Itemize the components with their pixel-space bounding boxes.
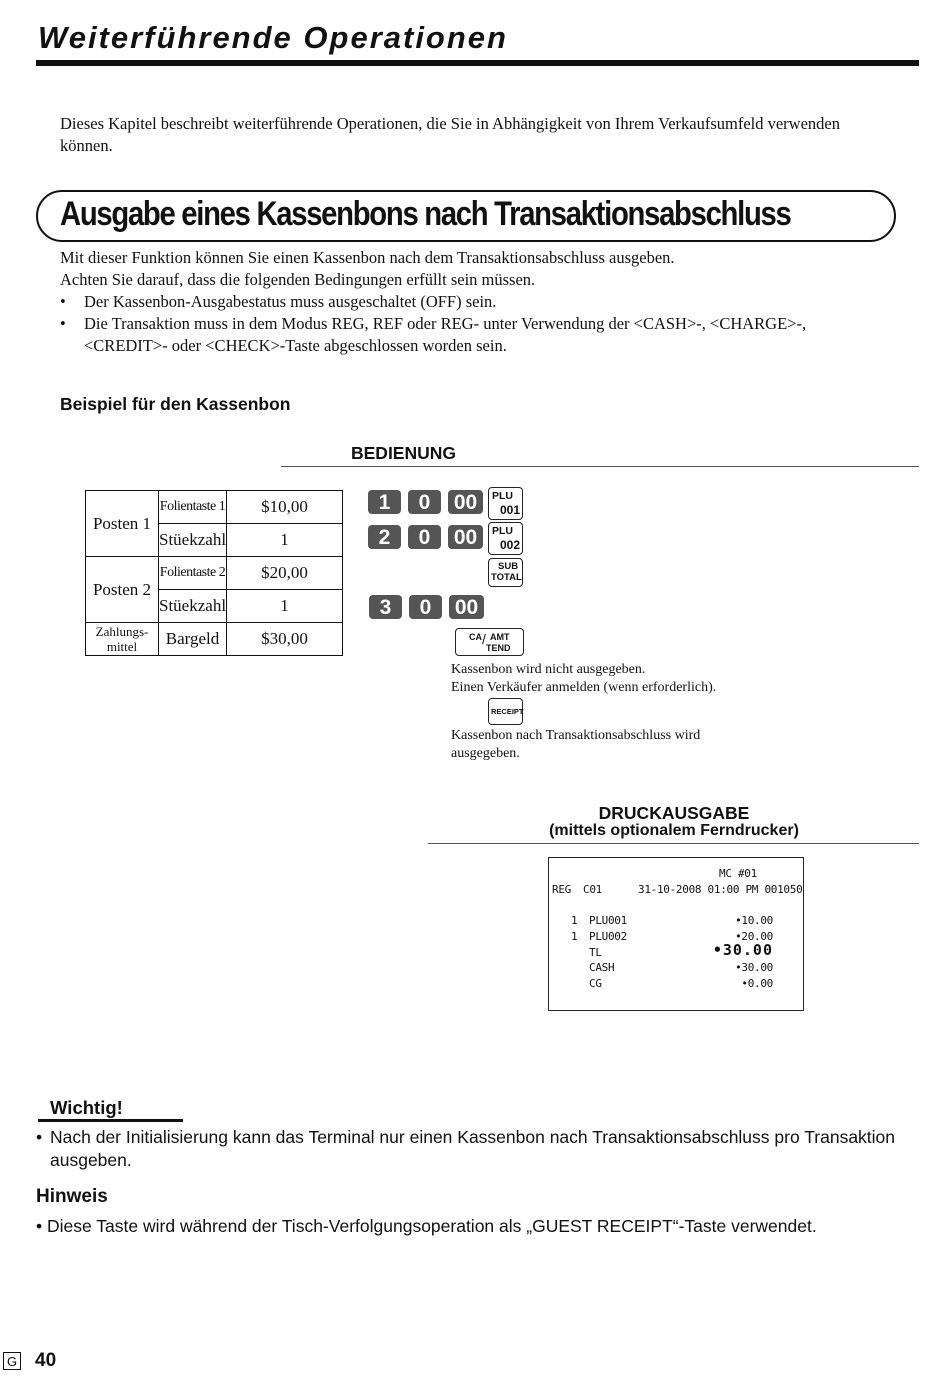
bullet-mark: • [36, 1127, 43, 1147]
key-2: 2 [368, 525, 401, 549]
key-0: 0 [408, 525, 441, 549]
item1-qty: 1 [227, 524, 343, 557]
header-rule [36, 60, 919, 66]
ca-amt-key-ca: CA [469, 632, 482, 642]
receipt-clerk: C01 [583, 883, 602, 896]
receipt-datetime: 31-10-2008 01:00 PM 001050 [638, 883, 803, 896]
subtotal-key [488, 558, 523, 587]
condition-bullet [60, 313, 890, 357]
plu-002-key [488, 522, 523, 555]
plu-001-key [488, 487, 523, 520]
payment-type: Bargeld [159, 623, 227, 656]
key-00: 00 [448, 525, 483, 549]
receipt-mode: REG [552, 883, 571, 896]
operation-note-1-line-1: Kassenbon wird nicht ausgegeben. [451, 662, 646, 677]
operation-note-1 [451, 661, 716, 697]
table-row [86, 557, 343, 590]
operation-heading: BEDIENUNG [351, 443, 457, 463]
ca-amt-tend-key [455, 628, 524, 656]
receipt-plu-1: PLU001 [589, 914, 627, 927]
payment-label-line-2: mittel [106, 639, 138, 654]
payment-amount: $30,00 [227, 623, 343, 656]
print-heading: DRUCKAUSGABE [598, 803, 750, 823]
item2-price: $20,00 [227, 557, 343, 590]
bullet-mark: • [36, 1216, 43, 1236]
important-note [36, 1126, 920, 1172]
hint-heading: Hinweis [36, 1186, 108, 1207]
receipt-key [488, 698, 523, 725]
page-number: 40 [35, 1350, 57, 1371]
key-0: 0 [408, 490, 441, 514]
key-00: 00 [448, 490, 483, 514]
hint-note [36, 1215, 916, 1238]
ca-amt-key-slash: / [482, 631, 486, 647]
bullet-mark: • [60, 314, 66, 333]
receipt-cash-label: CASH [589, 961, 615, 974]
item2-qty: 1 [227, 590, 343, 623]
print-heading-block [428, 804, 920, 840]
important-text: Nach der Initialisierung kann das Terminal nur einen Kassenbon nach Transaktionsabschluss pro Transaktion ausgeben. [50, 1127, 896, 1170]
receipt-cash-amount: •30.00 [735, 961, 773, 974]
key-1: 1 [368, 490, 401, 514]
condition-line-1: Mit dieser Funktion können Sie einen Kassenbon nach dem Transaktionsabschluss ausgeben. [60, 248, 675, 267]
hint-text: Diese Taste wird während der Tisch-Verfolgungsoperation als „GUEST RECEIPT“-Taste verwendet. [47, 1216, 817, 1236]
plu-002-key-bottom: 002 [500, 538, 521, 552]
conditions-block [60, 247, 890, 357]
receipt-change-amount: •0.00 [741, 977, 773, 990]
receipt-total-amount: •30.00 [712, 941, 773, 959]
item2-key: Folientaste 2 [159, 557, 227, 590]
receipt-plu-2: PLU002 [589, 930, 627, 943]
condition-bullet [60, 291, 890, 313]
receipt-change-label: CG [589, 977, 602, 990]
receipt-qty-2: 1 [571, 930, 578, 943]
plu-001-key-top: PLU [492, 490, 513, 502]
item2-qty-label: Stüekzahl [159, 590, 227, 623]
receipt-key-label: RECEIPT [491, 707, 524, 716]
key-0: 0 [409, 595, 442, 619]
important-heading: Wichtig! [50, 1097, 123, 1118]
ca-amt-key-amt: AMT [490, 632, 510, 642]
subtotal-key-top: SUB [498, 561, 519, 572]
receipt-amount-2: •20.00 [735, 930, 773, 943]
print-subheading: (mittels optionalem Ferndrucker) [549, 822, 799, 839]
item1-price: $10,00 [227, 491, 343, 524]
important-rule [38, 1119, 183, 1122]
plu-001-key-bottom: 001 [500, 503, 521, 517]
print-rule [428, 843, 919, 844]
receipt-total-label: TL [589, 946, 602, 959]
item2-label: Posten 2 [86, 557, 159, 623]
bullet-text: Die Transaktion muss in dem Modus REG, REF oder REG- unter Verwendung der <CASH>-, <CHARGE>-, <CREDIT>- oder <CHECK>-Taste abgeschlossen worden sein. [84, 314, 807, 355]
section-title: Ausgabe eines Kassenbons nach Transaktionsabschluss [60, 195, 791, 233]
item1-key: Folientaste 1 [159, 491, 227, 524]
table-row [86, 491, 343, 524]
plu-002-key-top: PLU [492, 525, 513, 537]
key-3: 3 [369, 595, 402, 619]
table-row [86, 623, 343, 656]
ca-amt-key-tend: TEND [486, 643, 511, 653]
item1-label: Posten 1 [86, 491, 159, 557]
receipt-machine-no: MC #01 [719, 867, 757, 880]
example-table [85, 490, 343, 656]
subtotal-key-bottom: TOTAL [491, 572, 522, 583]
language-mark: G [3, 1352, 21, 1370]
item1-qty-label: Stüekzahl [159, 524, 227, 557]
operation-rule [281, 466, 919, 467]
receipt-qty-1: 1 [571, 914, 578, 927]
receipt-amount-1: •10.00 [735, 914, 773, 927]
example-heading: Beispiel für den Kassenbon [60, 394, 291, 414]
key-00: 00 [449, 595, 484, 619]
operation-note-2: Kassenbon nach Transaktionsabschluss wird ausgegeben. [451, 728, 701, 761]
payment-label [86, 623, 159, 656]
condition-line-2: Achten Sie darauf, dass die folgenden Bedingungen erfüllt sein müssen. [60, 270, 536, 289]
bullet-mark: • [60, 292, 66, 311]
payment-label-line-1: Zahlungs- [95, 624, 149, 639]
chapter-title: Weiterführende Operationen [38, 20, 508, 55]
bullet-text: Der Kassenbon-Ausgabestatus muss ausgeschaltet (OFF) sein. [84, 292, 497, 311]
receipt-printout [548, 857, 804, 1011]
intro-paragraph: Dieses Kapitel beschreibt weiterführende Operationen, die Sie in Abhängigkeit von Ihrem Verkaufsumfeld verwenden können. [60, 114, 840, 155]
operation-note-1-line-2: Einen Verkäufer anmelden (wenn erforderlich). [451, 680, 717, 695]
